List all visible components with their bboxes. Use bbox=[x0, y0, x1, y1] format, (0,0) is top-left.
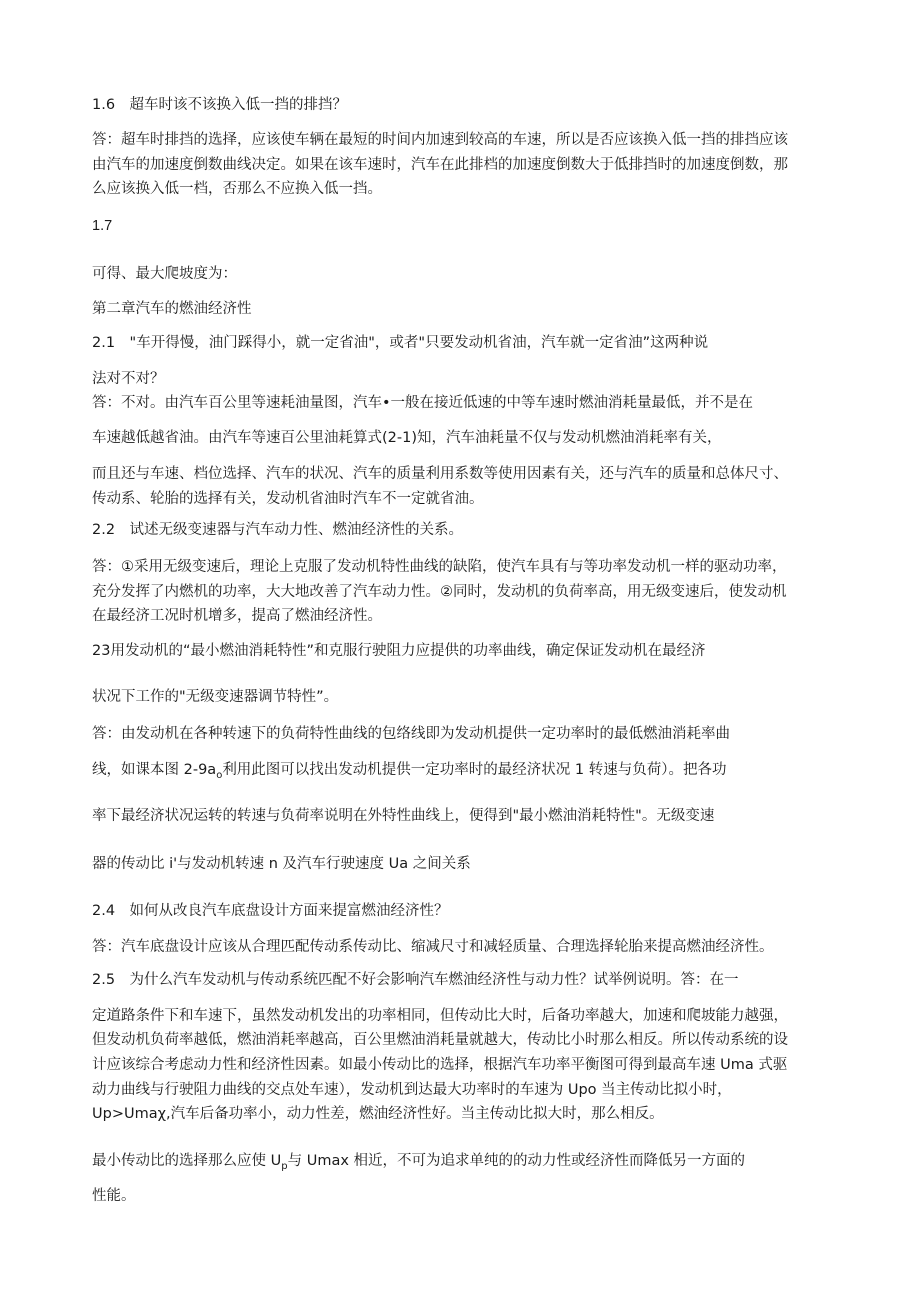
question-2-3-line-2: 状况下工作的"无级变速器调节特性”。 bbox=[92, 689, 339, 705]
subscript-o: o bbox=[216, 769, 223, 781]
answer-2-1-line-1: 答：不对。由汽车百公里等速耗油量图，汽车•一般在接近低速的中等车速时燃油消耗量最低，并不是在 bbox=[92, 395, 754, 411]
question-2-1-line-2: 法对不对？ bbox=[92, 371, 165, 387]
answer-2-1-line-2: 车速越低越省油。由汽车等速百公里油耗算式(2-1)知，汽车油耗量不仅与发动机燃油消耗率有关， bbox=[92, 430, 722, 446]
answer-2-5-line-5: Up>Umaχ,汽车后备功率小，动力性差，燃油经济性好。当主传动比拟大时，那么相反。 bbox=[92, 1106, 664, 1122]
answer-2-3-line-3: 率下最经济状况运转的转速与负荷率说明在外特性曲线上，便得到"最小燃油消耗特性"。无级变速 bbox=[92, 808, 715, 824]
question-2-4: 2.4 如何从改良汽车底盘设计方面来提富燃油经济性？ bbox=[92, 903, 449, 919]
answer-2-2-line-1: 答：①采用无级变速后，理论上克服了发动机特性曲线的缺陷，使汽车具有与等功率发动机一样的驱动功率， bbox=[92, 559, 787, 575]
answer-2-1-line-4: 传动系、轮胎的选择有关，发动机省油时汽车不一定就省油。 bbox=[92, 491, 484, 507]
answer-2-2-line-2: 充分发挥了内燃机的功率，大大地改善了汽车动力性。②同时，发动机的负荷率高，用无级变速后，使发动机 bbox=[92, 584, 787, 600]
answer-2-5-line-3: 计应该综合考虑动力性和经济性因素。如最小传动比的选择，根据汽车功率平衡图可得到最高车速 Uma 式驱 bbox=[92, 1057, 788, 1073]
chapter-2-heading: 第二章汽车的燃油经济性 bbox=[92, 301, 252, 317]
answer-1-6-line-3: 么应该换入低一档，否那么不应换入低一挡。 bbox=[92, 181, 382, 197]
question-2-2: 2.2 试述无级变速器与汽车动力性、燃油经济性的关系。 bbox=[92, 522, 464, 538]
question-1-6: 1.6 超车时该不该换入低一挡的排挡？ bbox=[92, 97, 348, 113]
question-1-7: 1.7 bbox=[92, 218, 113, 234]
answer-2-3-line-1: 答：由发动机在各种转速下的负荷特性曲线的包络线即为发动机提供一定功率时的最低燃油消耗率曲 bbox=[92, 726, 730, 742]
answer-2-5-line-1: 定道路条件下和车速下，虽然发动机发出的功率相同，但传动比大时，后备功率越大，加速和爬坡能力越强， bbox=[92, 1008, 788, 1024]
max-grade-text: 可得、最大爬坡度为： bbox=[92, 266, 237, 282]
answer-1-6-line-2: 由汽车的加速度倒数曲线决定。如果在该车速时，汽车在此排档的加速度倒数大于低排挡时的加速度倒数，那 bbox=[92, 157, 788, 173]
subscript-p: p bbox=[281, 1160, 288, 1172]
answer-2-3-line-2-b: 利用此图可以找出发动机提供一定功率时的最经济状况 1 转速与负荷）。把各功 bbox=[222, 762, 727, 778]
min-ratio-line-2: 性能。 bbox=[92, 1188, 136, 1204]
answer-2-1-line-3: 而且还与车速、档位选择、汽车的状况、汽车的质量利用系数等使用因素有关，还与汽车的质量和总体尺寸、 bbox=[92, 466, 788, 482]
answer-2-3-line-2-a: 线，如课本图 2-9a bbox=[92, 762, 217, 778]
question-2-3-line-1: 23用发动机的“最小燃油消耗特性”和克服行驶阻力应提供的功率曲线，确定保证发动机在最经济 bbox=[92, 643, 706, 659]
min-ratio-line-1-b: 与 Umax 相近，不可为追求单纯的的动力性或经济性而降低另一方面的 bbox=[287, 1153, 746, 1169]
question-2-5-line-1: 2.5 为什么汽车发动机与传动系统匹配不好会影响汽车燃油经济性与动力性？试举例说明。答：在一 bbox=[92, 972, 739, 988]
answer-2-3-line-4: 器的传动比 i'与发动机转速 n 及汽车行驶速度 Ua 之间关系 bbox=[92, 856, 471, 872]
min-ratio-line-1 bbox=[92, 1151, 832, 1177]
question-2-1-line-1: 2.1 "车开得慢，油门踩得小，就一定省油"，或者"只要发动机省油，汽车就一定省油”这两种说 bbox=[92, 335, 709, 351]
answer-2-5-line-4: 动力曲线与行驶阻力曲线的交点处车速），发动机到达最大功率时的车速为 Upo 当主传动比拟小时， bbox=[92, 1082, 732, 1098]
answer-2-5-line-2: 但发动机负荷率越低，燃油消耗率越高，百公里燃油消耗量就越大，传动比小时那么相反。所以传动系统的设 bbox=[92, 1032, 788, 1048]
answer-2-2-line-3: 在最经济工况时机增多，提高了燃油经济性。 bbox=[92, 608, 382, 624]
min-ratio-line-1-a: 最小传动比的选择那么应使 U bbox=[92, 1153, 282, 1169]
answer-2-3-line-2 bbox=[92, 760, 832, 786]
answer-2-4: 答：汽车底盘设计应该从合理匹配传动系传动比、缩减尺寸和减轻质量、合理选择轮胎来提高燃油经济性。 bbox=[92, 939, 774, 955]
answer-1-6-line-1: 答：超车时排挡的选择，应该使车辆在最短的时间内加速到较高的车速，所以是否应该换入低一挡的排挡应该 bbox=[92, 132, 788, 148]
